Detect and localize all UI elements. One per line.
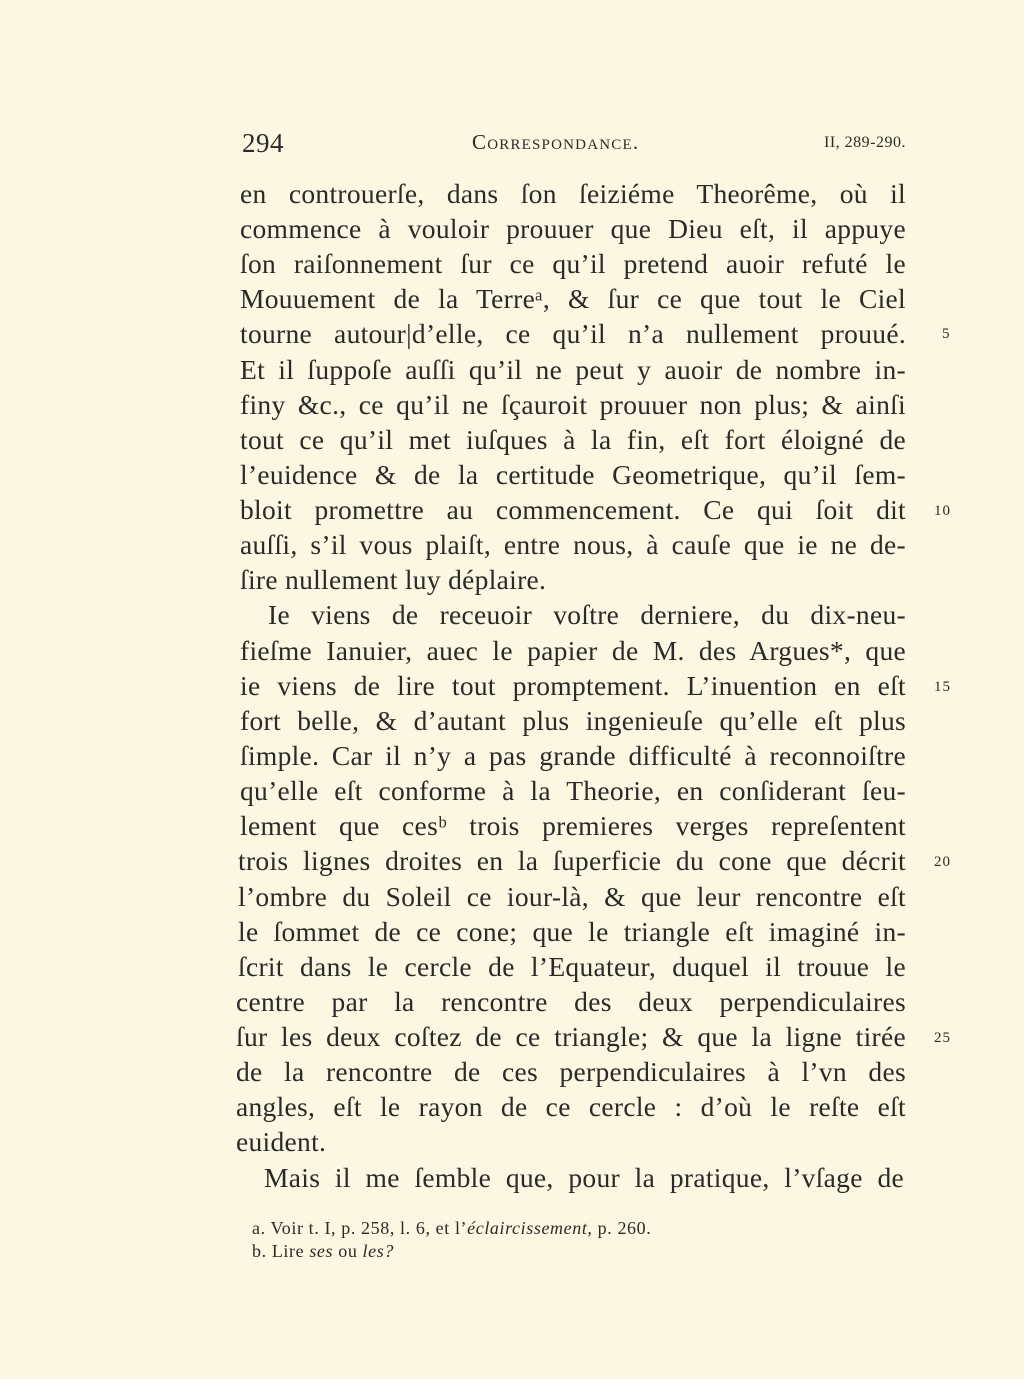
footnote-text: Lire [271,1241,305,1261]
line-number: 20 [934,854,951,870]
page-number: 294 [242,128,284,158]
footnote-italic: éclaircissement, [467,1218,593,1238]
text-line: fieſme Ianuier, auec le papier de M. des Argues*, que [240,635,906,666]
text-line: qu’elle eſt conforme à la Theorie, en conſiderant ſeu- [240,775,906,806]
text-line: l’ombre du Soleil ce iour-là, & que leur rencontre eſt [238,881,906,912]
text-line: trois lignes droites en la ſuperficie du cone que décrit [238,845,906,876]
text-line: en controuerſe, dans ſon ſeiziéme Theorême, où il [240,178,906,209]
text-line: l’euidence & de la certitude Geometrique, qu’il ſem- [240,459,906,490]
text-line: Mouuement de la Terreᵃ, & ſur ce que tout le Ciel [240,283,906,314]
footnote-marker: a. [252,1218,266,1238]
line-number: 25 [934,1030,951,1046]
running-title: Correspondance. [472,130,640,154]
volume-reference: II, 289-290. [824,134,906,151]
text-line: ſur les deux coſtez de ce triangle; & que la ligne tirée [236,1021,906,1052]
line-number: 15 [934,679,951,695]
text-line: Mais il me ſemble que, pour la pratique, l’vſage de [264,1162,904,1193]
text-line: fort belle, & d’autant plus ingenieuſe qu’elle eſt plus [240,705,906,736]
footnote-text: p. 260. [597,1218,652,1238]
text-line: tourne autour|d’elle, ce qu’il n’a nullement prouué. [240,318,906,349]
running-header [240,128,906,168]
text-line: Et il ſuppoſe auſſi qu’il ne peut y auoir de nombre in- [240,354,906,385]
text-line: ſimple. Car il n’y a pas grande difficulté à reconnoiſtre [240,740,906,771]
footnote-b [252,1241,394,1262]
text-line: de la rencontre de ces perpendiculaires à l’vn des [236,1056,906,1087]
footnote-marker: b. [252,1241,267,1261]
text-line: ſon raiſonnement ſur ce qu’il pretend auoir refuté le [240,248,906,279]
footnote-a [252,1218,651,1239]
footnote-text: ou [338,1241,358,1261]
text-line: angles, eſt le rayon de ce cercle : d’où le reſte eſt [236,1091,906,1122]
text-line: ſcrit dans le cercle de l’Equateur, duquel il trouue le [238,951,906,982]
text-line: lement que cesᵇ trois premieres verges repreſentent [240,810,906,841]
line-number: 10 [934,503,951,519]
text-line: Ie viens de receuoir voſtre derniere, du dix-neu- [268,599,906,630]
text-line: ie viens de lire tout promptement. L’inuention en eſt [240,670,906,701]
text-line: bloit promettre au commencement. Ce qui ſoit dit [240,494,906,525]
footnote-italic: les? [362,1241,394,1261]
text-line: tout ce qu’il met iuſques à la fin, eſt fort éloigné de [240,424,906,455]
text-line: le ſommet de ce cone; que le triangle eſt imaginé in- [238,916,906,947]
text-line: ſire nullement luy déplaire. [240,564,547,595]
text-line: euident. [236,1126,327,1157]
line-number: 5 [942,326,951,342]
footnote-italic: ses [309,1241,334,1261]
text-line: auſſi, s’il vous plaiſt, entre nous, à cauſe que ie ne de- [240,529,906,560]
text-line: commence à vouloir prouuer que Dieu eſt, il appuye [240,213,906,244]
text-line: finy &c., ce qu’il ne ſçauroit prouuer non plus; & ainſi [240,389,906,420]
text-line: centre par la rencontre des deux perpendiculaires [236,986,906,1017]
footnote-text: Voir t. I, p. 258, l. 6, et l’ [270,1218,468,1238]
